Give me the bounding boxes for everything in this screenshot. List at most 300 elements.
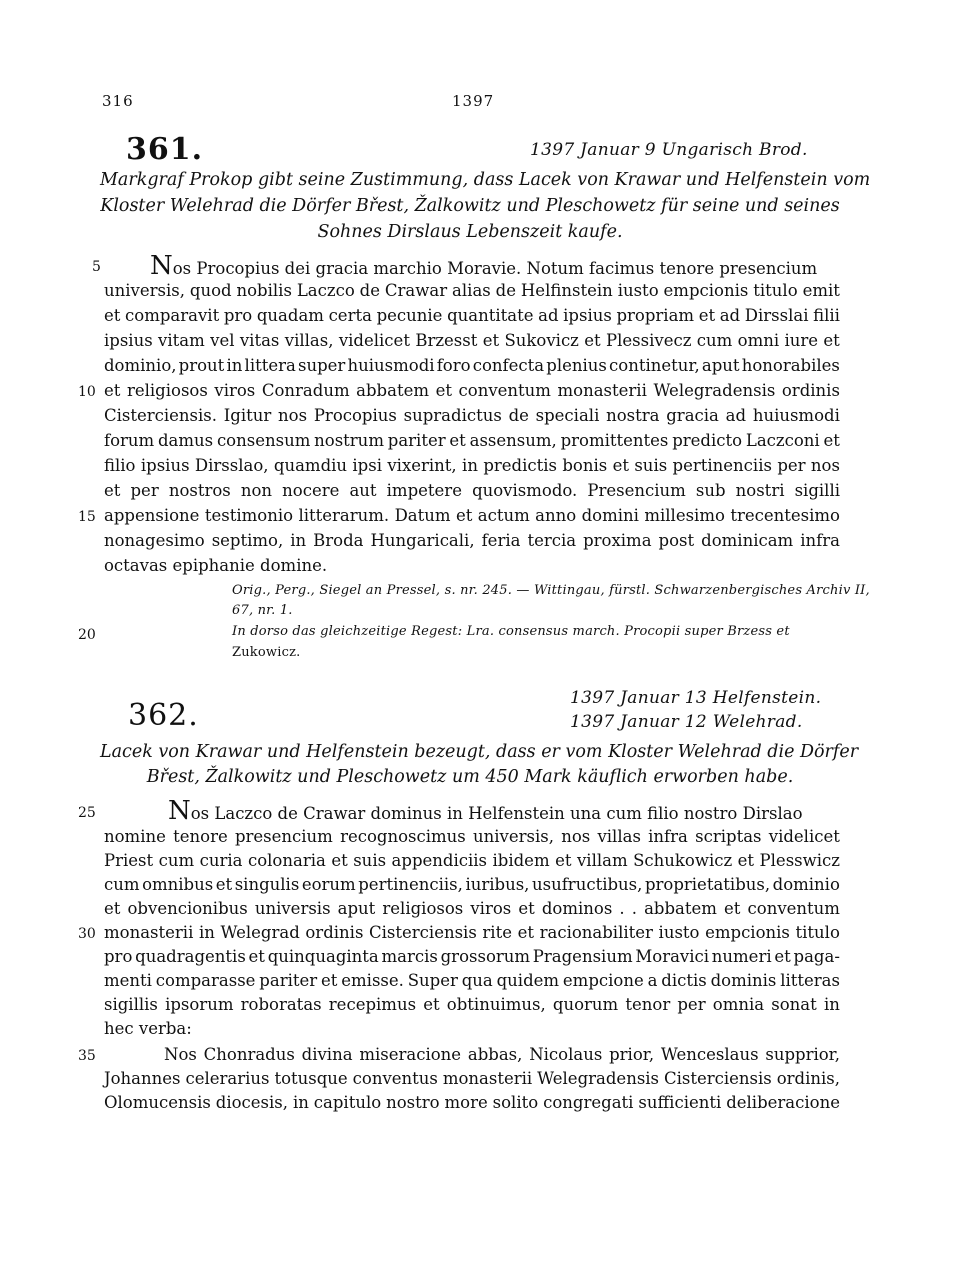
- word: Laczconi: [745, 431, 820, 450]
- word: nostra: [606, 406, 660, 425]
- word: ipsius: [140, 456, 190, 475]
- word: et: [455, 506, 473, 525]
- word: Hungaricali,: [370, 531, 475, 550]
- word: iusto: [617, 281, 659, 300]
- word: de: [495, 281, 516, 300]
- word: obtinuimus,: [446, 995, 546, 1014]
- word: videlicet: [338, 331, 410, 350]
- word: religiosos: [382, 899, 464, 918]
- word: capitulo: [313, 1093, 382, 1112]
- word: Moravici: [635, 947, 710, 966]
- word: abbas,: [467, 1045, 523, 1064]
- word: empcionis: [663, 281, 749, 300]
- word: cum: [696, 331, 733, 350]
- summary-line: Lacek von Krawar und Helfenstein bezeugt, dass er vom Kloster Welehrad die Dörfer: [100, 742, 859, 762]
- word: et: [104, 899, 121, 918]
- word: et: [104, 381, 121, 400]
- word: anno: [535, 506, 577, 525]
- text-line: [104, 455, 840, 477]
- word: promittentes: [560, 431, 669, 450]
- word: honorabiles: [741, 356, 840, 375]
- word: testimonio: [204, 506, 294, 525]
- word: in: [292, 1093, 309, 1112]
- word: viros: [470, 899, 512, 918]
- word: vitam: [158, 331, 205, 350]
- summary-line: Sohnes Dirslaus Lebenszeit kaufe.: [317, 222, 623, 242]
- word: nostros: [168, 481, 231, 500]
- text-line: [104, 380, 840, 402]
- word: Chonradus: [203, 1045, 295, 1064]
- word: empcionis: [705, 923, 790, 942]
- word: damus: [158, 431, 214, 450]
- word: Welegradensis: [537, 1069, 660, 1088]
- word: villas: [597, 827, 641, 846]
- word: Sukovicz: [504, 331, 579, 350]
- word: conventus: [352, 1069, 438, 1088]
- word: Brzesst: [415, 331, 478, 350]
- word: trecentesimo: [730, 506, 840, 525]
- word: ordinis,: [776, 1069, 840, 1088]
- line-number: 35: [78, 1048, 96, 1064]
- word: propriam: [616, 306, 695, 325]
- word: ipsi: [352, 456, 382, 475]
- word: presencium: [234, 827, 333, 846]
- source-note: 67, nr. 1.: [232, 603, 293, 618]
- word: cum: [104, 875, 140, 894]
- word: Johannes: [104, 1069, 181, 1088]
- document-number-362: 362.: [128, 698, 199, 733]
- word: religiosos: [126, 381, 208, 400]
- word: universis,: [472, 827, 554, 846]
- word: Schukowicz: [633, 851, 733, 870]
- document-date-361: 1397 Januar 9 Ungarisch Brod.: [530, 140, 808, 160]
- word: diocesis,: [215, 1093, 289, 1112]
- word: continetur,: [609, 356, 700, 375]
- word: Conradum: [261, 381, 350, 400]
- word: monasterii: [557, 381, 647, 400]
- word: consensum: [216, 431, 311, 450]
- word: dominis: [710, 971, 777, 990]
- word: plenius: [546, 356, 607, 375]
- word: marcis: [381, 947, 438, 966]
- word: deliberacione: [726, 1093, 840, 1112]
- word: quovismodo.: [472, 481, 578, 500]
- word: impetere: [386, 481, 462, 500]
- word: pertinenciis,: [358, 875, 463, 894]
- word: millesimo: [644, 506, 725, 525]
- summary-line: Kloster Welehrad die Dörfer Břest, Žalkowitz und Pleschowetz für seine und seines: [100, 196, 840, 216]
- word: per: [777, 456, 806, 475]
- word: Cisterciensis.: [104, 406, 218, 425]
- word: pecunie: [376, 306, 443, 325]
- word: ordinis: [305, 923, 364, 942]
- text-line: [104, 530, 840, 552]
- line-number: 10: [78, 384, 96, 400]
- word: per: [130, 481, 159, 500]
- word: numeri: [711, 947, 772, 966]
- document-date-362-second: 1397 Januar 12 Welehrad.: [570, 712, 803, 732]
- word: suis: [634, 456, 668, 475]
- word: racionabiliter: [539, 923, 653, 942]
- word: et: [737, 851, 755, 870]
- word: dictis: [661, 971, 707, 990]
- text-line: [104, 970, 840, 992]
- word: emisse.: [341, 971, 404, 990]
- text-line: [104, 796, 840, 826]
- word: Olomucensis: [104, 1093, 211, 1112]
- text-line: [104, 826, 840, 848]
- text-line: hec verba:: [104, 1019, 192, 1038]
- word: in: [462, 456, 478, 475]
- word: miseracione: [359, 1045, 462, 1064]
- word: Dirsslao,: [194, 456, 269, 475]
- word: Laczco: [296, 281, 355, 300]
- word: Helfinstein: [520, 281, 613, 300]
- line-number: 5: [92, 259, 101, 275]
- word: recepimus: [328, 995, 417, 1014]
- word: abbatem: [644, 899, 717, 918]
- word: iuribus,: [465, 875, 530, 894]
- word: ipsius: [104, 331, 153, 350]
- word: supradictus: [403, 406, 502, 425]
- dorsal-note: In dorso das gleichzeitige Regest: Lra. consensus march. Procopii super Brzess et: [232, 624, 790, 639]
- word: titulo: [795, 923, 840, 942]
- word: aput: [701, 356, 740, 375]
- word: vel: [210, 331, 235, 350]
- word: infra: [648, 827, 688, 846]
- word: ad: [725, 406, 747, 425]
- word: bonis: [562, 456, 608, 475]
- word: et: [248, 947, 265, 966]
- text-line-content: os Laczco de Crawar dominus in Helfenstein una cum filio nostro Dirslao: [190, 804, 803, 823]
- word: de: [508, 406, 529, 425]
- word: et: [321, 971, 338, 990]
- word: villam: [576, 851, 628, 870]
- word: et: [823, 331, 840, 350]
- summary-line: Markgraf Prokop gibt seine Zustimmung, dass Lacek von Krawar und Helfenstein vom: [100, 170, 871, 190]
- summary-line: Břest, Žalkowitz und Pleschowetz um 450 Mark käuflich erworben habe.: [146, 767, 794, 787]
- running-year: 1397: [452, 92, 495, 110]
- text-line: [104, 305, 840, 327]
- text-line: [104, 1092, 840, 1114]
- word: littera: [244, 356, 296, 375]
- word: super: [298, 356, 346, 375]
- drop-initial: N: [168, 796, 191, 826]
- word: quantitate: [447, 306, 534, 325]
- word: nocere: [282, 481, 340, 500]
- word: divina: [301, 1045, 353, 1064]
- word: et: [724, 899, 741, 918]
- word: Priest: [104, 851, 154, 870]
- word: conventum: [747, 899, 840, 918]
- word: alias: [452, 281, 491, 300]
- word: ipsius: [563, 306, 612, 325]
- word: non: [240, 481, 273, 500]
- word: Igitur: [223, 406, 272, 425]
- word: universis,: [104, 281, 185, 300]
- word: emit: [802, 281, 840, 300]
- word: villas,: [284, 331, 334, 350]
- word: in: [226, 356, 243, 375]
- text-line: [104, 946, 840, 968]
- word: quadam: [256, 306, 324, 325]
- word: Plesswicz: [759, 851, 840, 870]
- word: et: [698, 306, 716, 325]
- word: Cisterciensis: [369, 923, 477, 942]
- word: rite: [482, 923, 512, 942]
- word: proxima: [583, 531, 652, 550]
- word: eorum: [301, 875, 356, 894]
- word: dominicam: [701, 531, 794, 550]
- word: dominos: [541, 899, 613, 918]
- word: nomine: [104, 827, 166, 846]
- word: nonagesimo: [104, 531, 205, 550]
- word: vitas: [239, 331, 280, 350]
- word: supprior,: [765, 1045, 840, 1064]
- word: quidem: [496, 971, 560, 990]
- word: et: [449, 431, 466, 450]
- word: usufructibus,: [531, 875, 643, 894]
- word: foro: [436, 356, 471, 375]
- word: proprietatibus,: [644, 875, 771, 894]
- text-line-content: os Procopius dei gracia marchio Moravie. Notum facimus tenore presencium: [172, 259, 818, 278]
- word: quamdiu: [273, 456, 348, 475]
- word: Crawar: [384, 281, 448, 300]
- word: sonat: [771, 995, 817, 1014]
- word: appensione: [104, 506, 200, 525]
- word: ad: [719, 306, 741, 325]
- word: monasterii: [442, 1069, 533, 1088]
- word: Plessivecz: [606, 331, 692, 350]
- word: obvencionibus: [127, 899, 248, 918]
- word: et: [482, 331, 500, 350]
- word: et: [823, 431, 840, 450]
- word: nostri: [735, 481, 785, 500]
- text-line: [104, 1068, 840, 1090]
- word: nos: [561, 827, 591, 846]
- word: filii: [813, 306, 840, 325]
- word: in: [290, 531, 307, 550]
- word: quadragentis: [135, 947, 246, 966]
- word: tenor: [625, 995, 671, 1014]
- document-number-361: 361.: [126, 132, 204, 167]
- word: viros: [214, 381, 256, 400]
- word: scriptas: [695, 827, 762, 846]
- text-line: octavas epiphanie domine.: [104, 556, 328, 575]
- word: et: [612, 456, 629, 475]
- word: titulo: [753, 281, 798, 300]
- word: abbatem: [356, 381, 429, 400]
- text-line: [104, 280, 840, 302]
- word: post: [658, 531, 695, 550]
- word: Super: [407, 971, 458, 990]
- word: celerarius: [185, 1069, 270, 1088]
- word: et: [518, 899, 535, 918]
- word: actum: [477, 506, 530, 525]
- word: omnibus: [142, 875, 214, 894]
- word: filio: [104, 456, 136, 475]
- word: de: [359, 281, 380, 300]
- word: solito: [492, 1093, 539, 1112]
- word: infra: [800, 531, 840, 550]
- word: sufficienti: [638, 1093, 722, 1112]
- word: menti: [104, 971, 152, 990]
- word: aput: [337, 899, 376, 918]
- word: grossorum: [440, 947, 531, 966]
- word: nostro: [386, 1093, 440, 1112]
- text-line: [104, 480, 840, 502]
- word: ordinis: [781, 381, 840, 400]
- word: colonaria: [247, 851, 326, 870]
- word: comparasse: [155, 971, 256, 990]
- word: nos: [810, 456, 840, 475]
- word: qua: [461, 971, 493, 990]
- word: sub: [695, 481, 726, 500]
- word: videlicet: [768, 827, 840, 846]
- word: huiusmodi: [752, 406, 840, 425]
- word: assensum,: [469, 431, 557, 450]
- word: Pragensium: [532, 947, 633, 966]
- word: Welegrad: [220, 923, 300, 942]
- word: et: [517, 923, 534, 942]
- word: per: [677, 995, 706, 1014]
- word: et: [774, 947, 791, 966]
- word: pertinenciis: [672, 456, 772, 475]
- text-line: [104, 898, 840, 920]
- word: cum: [158, 851, 195, 870]
- word: prout: [178, 356, 225, 375]
- text-line: [104, 405, 840, 427]
- word: dominio,: [104, 356, 177, 375]
- word: litteras: [780, 971, 840, 990]
- word: .: [631, 899, 637, 918]
- word: Datum: [394, 506, 451, 525]
- word: congregati: [543, 1093, 634, 1112]
- word: ad: [538, 306, 559, 325]
- word: paga-: [793, 947, 840, 966]
- word: predictis: [483, 456, 557, 475]
- text-line: [104, 430, 840, 452]
- word: totusque: [274, 1069, 348, 1088]
- word: conventum: [458, 381, 551, 400]
- word: .: [619, 899, 625, 918]
- word: septimo,: [211, 531, 284, 550]
- word: monasterii: [104, 923, 194, 942]
- word: ibidem: [492, 851, 550, 870]
- word: et: [435, 381, 452, 400]
- word: et: [104, 481, 121, 500]
- word: dominio: [772, 875, 840, 894]
- word: nos: [278, 406, 308, 425]
- word: sigillis: [104, 995, 158, 1014]
- word: empcione: [562, 971, 644, 990]
- word: omni: [737, 331, 780, 350]
- word: et: [104, 306, 121, 325]
- word: Nicolaus: [529, 1045, 603, 1064]
- word: singulis: [234, 875, 300, 894]
- word: predicto: [672, 431, 743, 450]
- word: speciali: [535, 406, 600, 425]
- word: roboratas: [240, 995, 322, 1014]
- word: et: [555, 851, 572, 870]
- word: forum: [104, 431, 155, 450]
- word: nobilis: [236, 281, 292, 300]
- word: confecta: [472, 356, 545, 375]
- text-line: [104, 850, 840, 872]
- word: suis: [353, 851, 387, 870]
- word: a: [647, 971, 658, 990]
- text-line: [104, 874, 840, 896]
- word: litterarum.: [298, 506, 390, 525]
- text-line: [164, 1044, 840, 1066]
- word: vixerint,: [387, 456, 457, 475]
- word: pro: [104, 947, 133, 966]
- word: pariter: [387, 431, 446, 450]
- word: in: [198, 923, 215, 942]
- text-line: [104, 922, 840, 944]
- word: et: [331, 851, 348, 870]
- word: domini: [581, 506, 639, 525]
- word: quorum: [552, 995, 619, 1014]
- word: et: [584, 331, 601, 350]
- word: Cisterciensis: [663, 1069, 772, 1088]
- word: quod: [189, 281, 232, 300]
- line-number: 25: [78, 805, 96, 821]
- line-number: 15: [78, 509, 96, 525]
- word: iusto: [658, 923, 700, 942]
- word: more: [444, 1093, 488, 1112]
- word: et: [215, 875, 233, 894]
- word: aut: [349, 481, 377, 500]
- word: omnia: [712, 995, 765, 1014]
- word: nostrum: [314, 431, 384, 450]
- word: comparavit: [125, 306, 220, 325]
- word: et: [423, 995, 440, 1014]
- word: quinquaginta: [267, 947, 379, 966]
- word: ipsorum: [165, 995, 234, 1014]
- dorsal-note: Zukowicz.: [232, 645, 301, 660]
- word: feria: [481, 531, 521, 550]
- text-line: [104, 505, 840, 527]
- word: gracia: [666, 406, 719, 425]
- word: universis: [254, 899, 331, 918]
- line-number: 20: [78, 627, 96, 643]
- text-line: [104, 251, 840, 281]
- word: in: [823, 995, 840, 1014]
- word: Welegradensis: [653, 381, 776, 400]
- line-number: 30: [78, 926, 96, 942]
- word: certa: [328, 306, 372, 325]
- word: prior,: [609, 1045, 655, 1064]
- word: tercia: [527, 531, 577, 550]
- word: Procopius: [313, 406, 397, 425]
- text-line: [104, 330, 840, 352]
- word: sigilli: [794, 481, 840, 500]
- text-line: [104, 994, 840, 1016]
- drop-initial: N: [150, 251, 173, 281]
- word: Nos: [164, 1045, 197, 1064]
- word: Presencium: [587, 481, 686, 500]
- word: iure: [784, 331, 819, 350]
- word: Dirsslai: [744, 306, 809, 325]
- word: pariter: [259, 971, 318, 990]
- word: curia: [199, 851, 243, 870]
- word: Broda: [313, 531, 364, 550]
- document-date-362-first: 1397 Januar 13 Helfenstein.: [570, 688, 822, 708]
- text-line: [104, 355, 840, 377]
- word: huiusmodi: [347, 356, 435, 375]
- word: appendiciis: [391, 851, 488, 870]
